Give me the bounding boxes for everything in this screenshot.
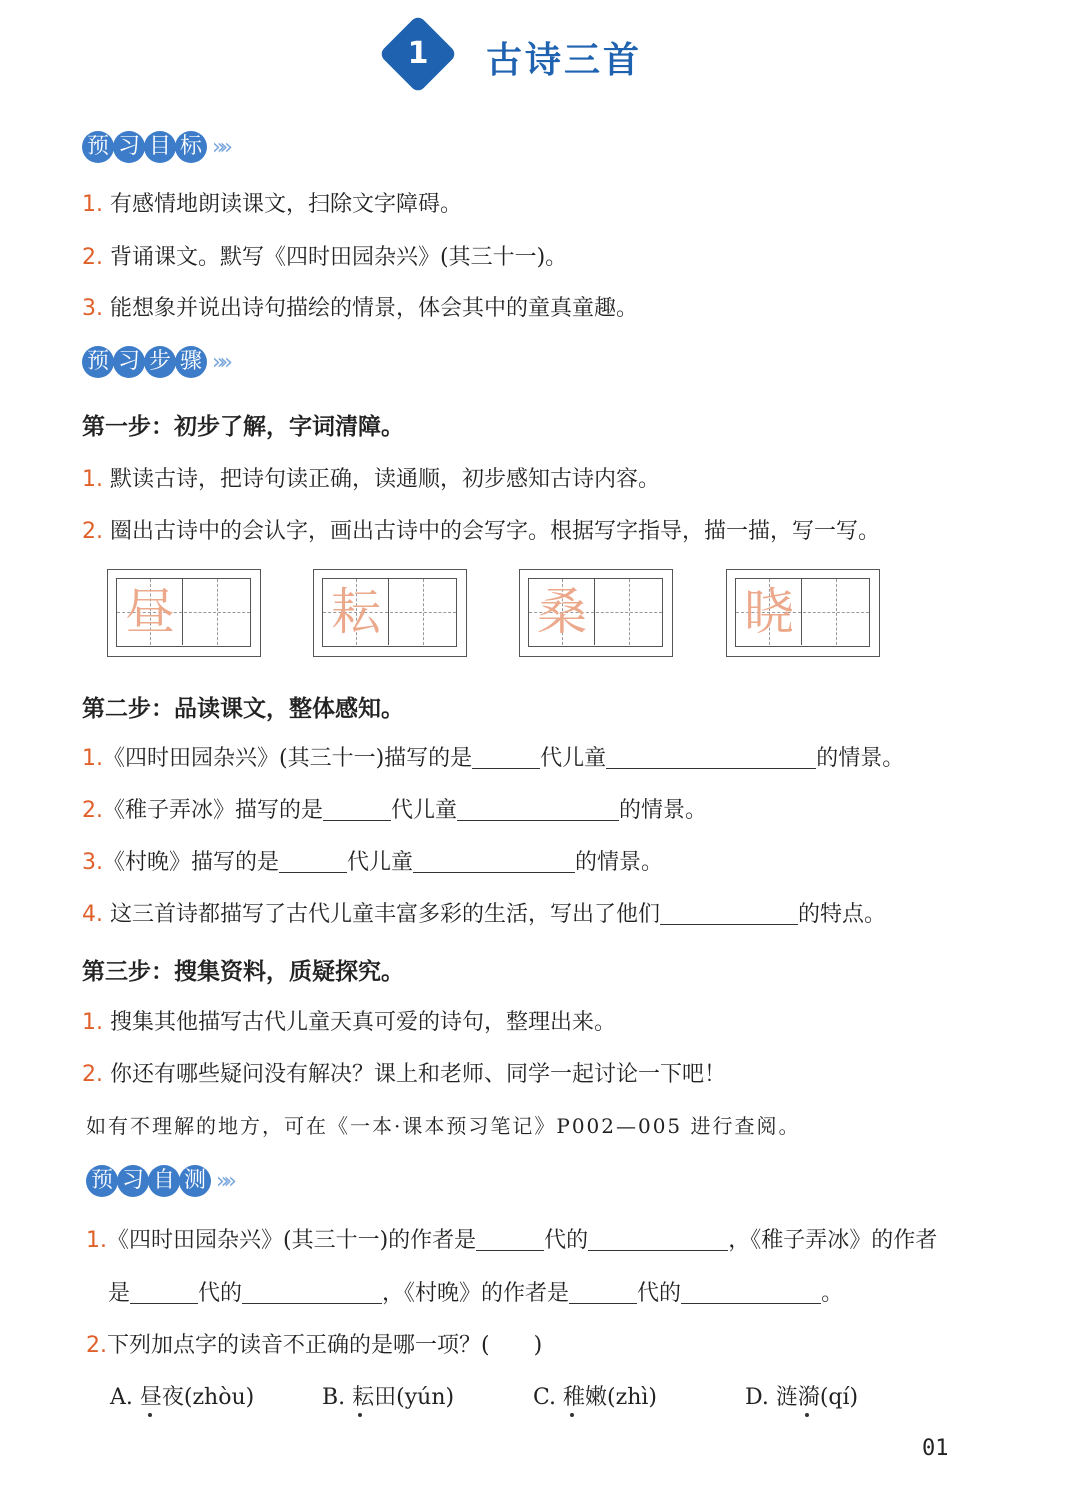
badge-char: 习	[117, 1165, 149, 1197]
answer-blank[interactable]	[279, 850, 347, 873]
option-d[interactable]: D. 涟漪(qí)	[745, 1385, 859, 1410]
badge-char: 预	[82, 346, 114, 378]
answer-blank[interactable]	[476, 1228, 544, 1251]
option-a[interactable]: A. 昼夜(zhòu)	[110, 1385, 255, 1410]
goal-item: 1. 有感情地朗读课文，扫除文字障碍。	[82, 192, 463, 217]
page-title: 古诗三首	[486, 40, 643, 81]
selftest-q1-cont: 是 代的 ，《村晚》的作者是 代的 。	[108, 1281, 844, 1306]
step2-question: 3.《村晚》描写的是 代儿童 的情景。	[82, 850, 664, 875]
option-b[interactable]: B. 耘田(yún)	[322, 1385, 455, 1410]
step2-question: 2.《稚子弄冰》描写的是 代儿童 的情景。	[82, 798, 708, 823]
chevrons-icon: »»	[212, 134, 227, 160]
reference-note: 如有不理解的地方，可在《一本·课本预习笔记》P002—005 进行查阅。	[86, 1114, 801, 1138]
badge-char: 预	[82, 131, 114, 163]
selftest-q1: 1.《四时田园杂兴》(其三十一)的作者是 代的 ，《稚子弄冰》的作者	[86, 1228, 938, 1253]
trace-char: 昼	[125, 583, 175, 641]
goal-item: 2. 背诵课文。默写《四时田园杂兴》(其三十一)。	[82, 245, 568, 270]
trace-char: 晓	[744, 583, 794, 641]
answer-blank[interactable]	[323, 798, 391, 821]
step1-heading: 第一步：初步了解，字词清障。	[82, 414, 404, 440]
section-badge-steps	[82, 345, 227, 379]
answer-blank[interactable]	[588, 1228, 728, 1251]
badge-char: 自	[148, 1165, 180, 1197]
answer-blank[interactable]	[413, 850, 575, 873]
answer-blank[interactable]	[130, 1281, 198, 1304]
step2-question: 4. 这三首诗都描写了古代儿童丰富多彩的生活，写出了他们 的特点。	[82, 902, 887, 927]
answer-blank[interactable]	[242, 1281, 382, 1304]
badge-char: 测	[179, 1165, 211, 1197]
lesson-number: 1	[407, 36, 429, 71]
badge-char: 习	[113, 346, 145, 378]
writing-grid[interactable]	[519, 569, 673, 657]
option-c[interactable]: C. 稚嫩(zhì)	[533, 1385, 657, 1410]
step3-heading: 第三步：搜集资料，质疑探究。	[82, 959, 404, 985]
emphasis-dot	[358, 1413, 362, 1417]
badge-char: 骤	[175, 346, 207, 378]
answer-blank[interactable]	[681, 1281, 821, 1304]
badge-char: 预	[86, 1165, 118, 1197]
emphasis-dot	[805, 1413, 809, 1417]
answer-blank[interactable]	[660, 902, 798, 925]
answer-blank[interactable]	[457, 798, 619, 821]
step2-question: 1.《四时田园杂兴》(其三十一)描写的是 代儿童 的情景。	[82, 746, 905, 771]
chevrons-icon: »»	[216, 1168, 231, 1194]
emphasis-dot	[570, 1413, 574, 1417]
section-badge-selftest	[86, 1164, 231, 1198]
writing-grid[interactable]	[726, 569, 880, 657]
badge-char: 步	[144, 346, 176, 378]
emphasis-dot	[148, 1413, 152, 1417]
badge-char: 目	[144, 131, 176, 163]
page-number: 01	[922, 1436, 949, 1461]
step3-item: 1. 搜集其他描写古代儿童天真可爱的诗句，整理出来。	[82, 1010, 617, 1035]
selftest-q2: 2.下列加点字的读音不正确的是哪一项？( )	[86, 1333, 543, 1358]
step1-item: 2. 圈出古诗中的会认字，画出古诗中的会写字。根据写字指导，描一描，写一写。	[82, 519, 881, 544]
step2-heading: 第二步：品读课文，整体感知。	[82, 696, 404, 722]
goal-item: 3. 能想象并说出诗句描绘的情景，体会其中的童真童趣。	[82, 296, 639, 321]
badge-char: 标	[175, 131, 207, 163]
answer-blank[interactable]	[569, 1281, 637, 1304]
section-badge-goals	[82, 130, 227, 164]
trace-char: 耘	[331, 583, 381, 641]
step1-item: 1. 默读古诗，把诗句读正确，读通顺，初步感知古诗内容。	[82, 467, 661, 492]
answer-blank[interactable]	[606, 746, 816, 769]
badge-char: 习	[113, 131, 145, 163]
answer-blank[interactable]	[472, 746, 540, 769]
writing-grid[interactable]	[313, 569, 467, 657]
lesson-title	[384, 18, 684, 94]
chevrons-icon: »»	[212, 349, 227, 375]
step3-item: 2. 你还有哪些疑问没有解决？课上和老师、同学一起讨论一下吧！	[82, 1062, 727, 1087]
trace-char: 桑	[537, 583, 587, 641]
writing-grid[interactable]	[107, 569, 261, 657]
